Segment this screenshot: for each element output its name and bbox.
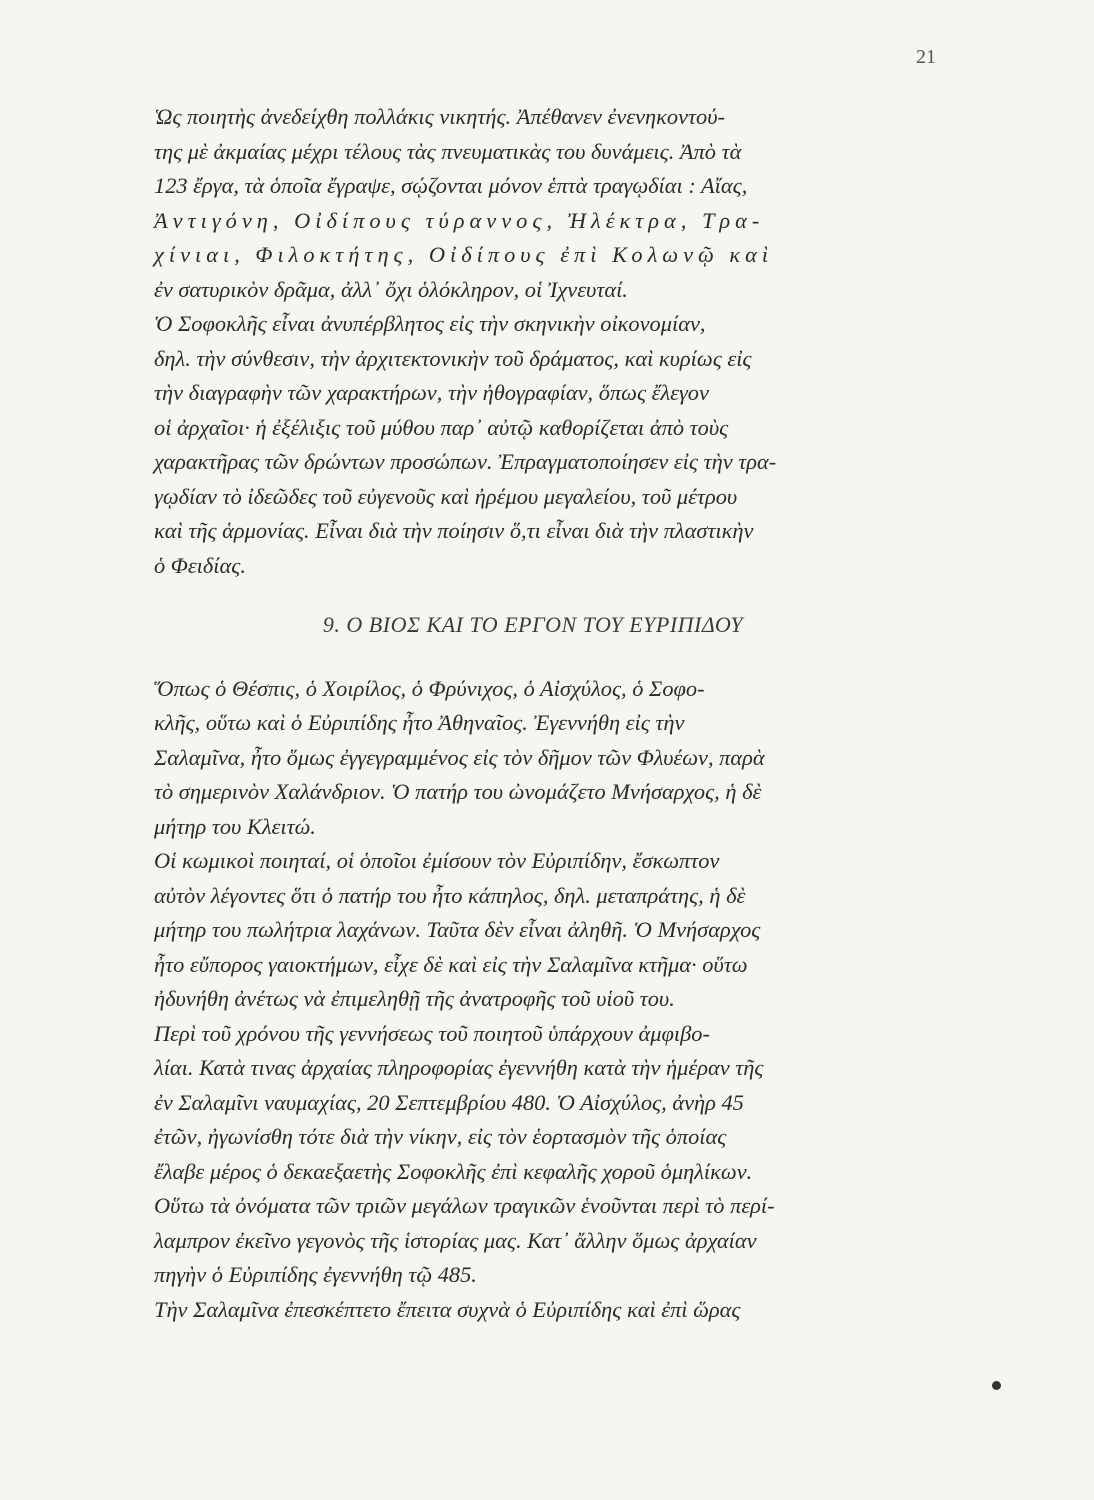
text-line: οἱ ἀρχαῖοι· ἡ ἐξέλιξις τοῦ μύθου παρ᾽ αὐτῷ καθορίζεται ἀπὸ τοὺς (154, 414, 729, 440)
paragraph (118, 100, 948, 307)
paragraph (118, 672, 948, 845)
text-line: λαμπρον ἐκεῖνο γεγονὸς τῆς ἱστορίας μας. Κατ᾽ ἄλλην ὅμως ἀρχαίαν (154, 1227, 757, 1253)
text-line: τὴν διαγραφὴν τῶν χαρακτήρων, τὴν ἠθογραφίαν, ὅπως ἔλεγον (154, 380, 709, 405)
text-line: Ὅπως ὁ Θέσπις, ὁ Χοιρίλος, ὁ Φρύνιχος, ὁ Αἰσχύλος, ὁ Σοφο- (154, 675, 705, 701)
text-line: Σαλαμῖνα, ἦτο ὅμως ἐγγεγραμμένος εἰς τὸν δῆμον τῶν Φλυέων, παρὰ (154, 744, 765, 770)
text-line: ἦτο εὔπορος γαιοκτήμων, εἶχε δὲ καὶ εἰς τὴν Σαλαμῖνα κτῆμα· οὕτω (154, 951, 748, 977)
text-line: Περὶ τοῦ χρόνου τῆς γεννήσεως τοῦ ποιητοῦ ὑπάρχουν ἀμφιβο- (154, 1020, 710, 1046)
page-body (118, 100, 948, 1327)
text-line: ἐτῶν, ἠγωνίσθη τότε διὰ τὴν νίκην, εἰς τὸν ἑορτασμὸν τῆς ὁποίας (154, 1124, 727, 1149)
text-line: ἔλαβε μέρος ὁ δεκαεξαετὴς Σοφοκλῆς ἐπὶ κεφαλῆς χοροῦ ὁμηλίκων. (154, 1158, 753, 1184)
paragraph (118, 307, 948, 583)
paragraph (118, 1017, 948, 1293)
text-line: Ὡς ποιητὴς ἀνεδείχθη πολλάκις νικητής. Ἀπέθανεν ἐνενηκοντού- (154, 104, 725, 129)
text-line: Οἱ κωμικοὶ ποιηταί, οἱ ὁποῖοι ἐμίσουν τὸν Εὐριπίδην, ἔσκωπτον (154, 848, 720, 873)
text-line: Ἀντιγόνη, Οἰδίπους τύραννος, Ἠλέκτρα, Τρα- (154, 207, 765, 233)
text-line: ὁ Φειδίας. (154, 552, 246, 578)
text-line: κλῆς, οὕτω καὶ ὁ Εὐριπίδης ἦτο Ἀθηναῖος. Ἐγεννήθη εἰς τὴν (154, 710, 685, 735)
section-heading: 9. Ο ΒΙΟΣ ΚΑΙ ΤΟ ΕΡΓΟΝ ΤΟΥ ΕΥΡΙΠΙΔΟΥ (322, 612, 744, 637)
text-line: μήτηρ του πωλήτρια λαχάνων. Ταῦτα δὲν εἶναι ἀληθῆ. Ὁ Μνήσαρχος (154, 917, 761, 942)
text-line: Τὴν Σαλαμῖνα ἐπεσκέπτετο ἔπειτα συχνὰ ὁ Εὐριπίδης καὶ ἐπὶ ὥρας (154, 1296, 741, 1322)
text-line: της μὲ ἀκμαίας μέχρι τέλους τὰς πνευματικὰς του δυνάμεις. Ἀπὸ τὰ (154, 138, 742, 164)
text-line: τὸ σημερινὸν Χαλάνδριον. Ὁ πατήρ του ὠνομάζετο Μνήσαρχος, ἡ δὲ (154, 779, 762, 804)
text-line: μήτηρ του Κλειτώ. (154, 813, 316, 839)
page-number: 21 (916, 46, 936, 68)
text-line: καὶ τῆς ἁρμονίας. Εἶναι διὰ τὴν ποίησιν ὅ,τι εἶναι διὰ τὴν πλαστικὴν (154, 518, 754, 543)
paragraph (118, 1293, 948, 1328)
text-line: ἐν Σαλαμῖνι ναυμαχίας, 20 Σεπτεμβρίου 480. Ὁ Αἰσχύλος, ἀνὴρ 45 (154, 1089, 744, 1115)
text-line: Οὕτω τὰ ὀνόματα τῶν τριῶν μεγάλων τραγικῶν ἑνοῦνται περὶ τὸ περί- (154, 1193, 775, 1218)
text-line: γῳδίαν τὸ ἰδεῶδες τοῦ εὐγενοῦς καὶ ἠρέμου μεγαλείου, τοῦ μέτρου (154, 483, 738, 509)
text-line: αὐτὸν λέγοντες ὅτι ὁ πατήρ του ἦτο κάπηλος, δηλ. μεταπράτης, ἡ δὲ (154, 882, 746, 908)
ink-dot (992, 1381, 1001, 1390)
text-line: Ὁ Σοφοκλῆς εἶναι ἀνυπέρβλητος εἰς τὴν σκηνικὴν οἰκονομίαν, (154, 311, 706, 336)
text-line: ἠδυνήθη ἀνέτως νὰ ἐπιμεληθῇ τῆς ἀνατροφῆς τοῦ υἱοῦ του. (154, 986, 675, 1011)
paragraph (118, 844, 948, 1017)
text-line: δηλ. τὴν σύνθεσιν, τὴν ἀρχιτεκτονικὴν τοῦ δράματος, καὶ κυρίως εἰς (154, 345, 752, 371)
text-line: πηγὴν ὁ Εὐριπίδης ἐγεννήθη τῷ 485. (154, 1262, 477, 1287)
text-line: 123 ἔργα, τὰ ὁποῖα ἔγραψε, σῴζονται μόνον ἑπτὰ τραγῳδίαι : Αἴας, (154, 173, 748, 198)
text-line: ἐν σατυρικὸν δρᾶμα, ἀλλ᾽ ὄχι ὁλόκληρον, οἱ Ἰχνευταί. (154, 276, 628, 302)
text-line: χίνιαι, Φιλοκτήτης, Οἰδίπους ἐπὶ Κολωνῷ καὶ (154, 242, 774, 267)
text-line: χαρακτῆρας τῶν δρώντων προσώπων. Ἐπραγματοποίησεν εἰς τὴν τρα- (154, 449, 777, 474)
text-line: λίαι. Κατὰ τινας ἀρχαίας πληροφορίας ἐγεννήθη κατὰ τὴν ἡμέραν τῆς (154, 1055, 764, 1080)
